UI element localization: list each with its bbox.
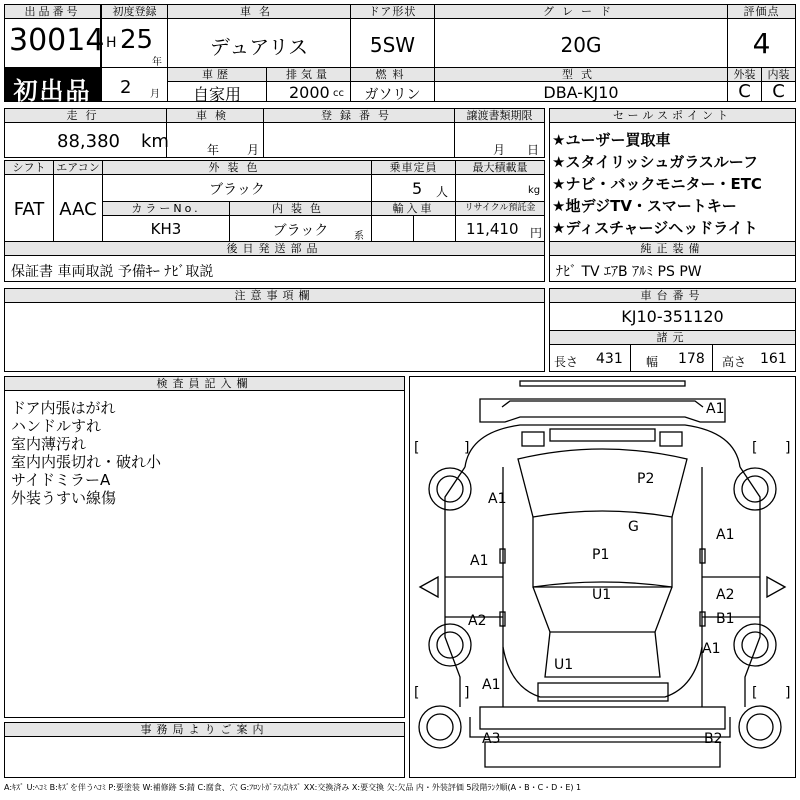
car-name-label: 車名 xyxy=(168,5,350,19)
damage-mark-left-rear: A1 xyxy=(482,677,501,693)
model-box xyxy=(434,67,728,102)
mileage-label: 走行 xyxy=(5,109,166,123)
sales-points-box xyxy=(549,108,796,242)
ext-grade-box xyxy=(727,67,762,102)
ext-color: ブラック xyxy=(209,182,265,198)
car-diagram xyxy=(409,376,796,778)
ac-label: エアコン xyxy=(54,161,102,175)
int-color-label: 内装色 xyxy=(230,202,371,216)
later-parts: 保証書 車両取説 予備ｷｰ ﾅﾋﾞ取説 xyxy=(11,264,214,280)
era: H xyxy=(106,35,117,51)
score-box xyxy=(727,4,796,68)
inspector-line: ハンドルすれ xyxy=(11,417,102,435)
height-label: 高さ xyxy=(722,355,747,369)
dimensions-label: 諸元 xyxy=(550,330,795,345)
capacity-box xyxy=(371,160,456,202)
inspection-month-unit: 月 xyxy=(247,143,260,157)
score-label: 評価点 xyxy=(728,5,795,19)
height: 161 xyxy=(760,351,787,367)
sales-point-item: ★スタイリッシュガラスルーフ xyxy=(552,153,759,171)
first-time-badge-text: 初出品 xyxy=(13,77,92,105)
damage-mark-right-rear: A1 xyxy=(702,641,721,657)
model: DBA-KJ10 xyxy=(543,83,619,102)
int-grade-label: 内装 xyxy=(762,68,795,82)
mileage: 88,380 xyxy=(57,131,120,152)
history-label: 車歴 xyxy=(168,68,266,82)
reg-number-label: 登録番号 xyxy=(264,109,454,123)
color-no-box xyxy=(102,201,230,242)
equipment: ﾅﾋﾞ TV ｴｱB ｱﾙﾐ PS PW xyxy=(556,264,702,280)
bracket-mark: [ xyxy=(752,440,758,456)
damage-mark-rear-left: A3 xyxy=(482,731,501,747)
chassis-number: KJ10-351120 xyxy=(621,307,724,326)
shift-label: シフト xyxy=(5,161,53,175)
import-box xyxy=(371,201,456,242)
load-box xyxy=(455,160,545,202)
inspector-box xyxy=(4,376,405,718)
int-color-unit: 系 xyxy=(354,231,364,242)
lot-number: 30014 xyxy=(9,23,105,58)
recycle-unit: 円 xyxy=(530,226,543,240)
inspector-line: サイドミラーA xyxy=(11,471,111,489)
displacement-label: 排気量 xyxy=(267,68,350,82)
damage-mark-left-door-front: A1 xyxy=(470,553,489,569)
ac-box xyxy=(53,160,103,242)
year-unit: 年 xyxy=(152,57,162,68)
door-type: 5SW xyxy=(369,33,416,57)
ext-color-box xyxy=(102,160,372,202)
equipment-box xyxy=(549,241,796,282)
ext-grade-label: 外装 xyxy=(728,68,761,82)
ext-grade: C xyxy=(738,81,751,102)
history: 自家用 xyxy=(192,85,241,104)
sales-point-item: ★地デジTV・スマートキー xyxy=(552,197,737,215)
notes-box xyxy=(4,288,545,372)
inspector-line: 外装うすい線傷 xyxy=(11,489,117,507)
damage-mark-right-door-rear-b: B1 xyxy=(716,611,735,627)
car-name-box xyxy=(167,4,351,68)
bracket-mark: ] xyxy=(464,685,470,701)
damage-mark-right-door-rear-a: A2 xyxy=(716,587,735,603)
inspection-box xyxy=(166,108,264,158)
inspector-line: 室内内張切れ・破れ小 xyxy=(11,453,162,471)
damage-mark-right-door-front: A1 xyxy=(716,527,735,543)
transfer-label: 譲渡書類期限 xyxy=(455,109,544,123)
legend: A:ｷｽﾞ U:ﾍｺﾐ B:ｷｽﾞを伴うﾍｺﾐ P:要塗装 W:補修跡 S:錆 C:腐食、穴 G:ﾌﾛﾝﾄｶﾞﾗｽ点ｷｽﾞ XX:交換済み X:要交換 欠:欠品 内・外装評価 5段階ﾗﾝｸ順(A・B・C・D・E) 1 xyxy=(4,783,582,792)
first-reg-label: 初度登録 xyxy=(102,5,167,19)
damage-mark-left-door-rear: A2 xyxy=(468,613,487,629)
office-label: 事務局よりご案内 xyxy=(5,723,404,737)
fuel-label: 燃料 xyxy=(351,68,434,82)
width-label: 幅 xyxy=(646,355,659,369)
ac: AAC xyxy=(59,199,97,220)
sales-point-item: ★ナビ・バックモニター・ETC xyxy=(552,175,762,193)
transfer-box xyxy=(454,108,545,158)
grade-box xyxy=(434,4,728,68)
car-outline xyxy=(410,377,795,777)
month-unit: 月 xyxy=(150,89,160,100)
history-box xyxy=(167,67,267,102)
damage-mark-seat: P1 xyxy=(592,547,610,563)
damage-mark-top-right: A1 xyxy=(706,401,725,417)
int-color-box xyxy=(229,201,372,242)
int-grade: C xyxy=(772,81,785,102)
displacement: 2000 xyxy=(289,83,330,102)
fuel: ガソリン xyxy=(364,87,421,103)
damage-mark-left-front: A1 xyxy=(488,491,507,507)
mileage-box xyxy=(4,108,167,158)
length: 431 xyxy=(596,351,623,367)
damage-mark-rear-right: B2 xyxy=(704,731,723,747)
bracket-mark: ] xyxy=(785,440,791,456)
bracket-mark: [ xyxy=(752,685,758,701)
displacement-unit: cc xyxy=(333,88,344,99)
reg-number-box xyxy=(263,108,455,158)
displacement-box xyxy=(266,67,351,102)
bracket-mark: ] xyxy=(785,685,791,701)
shift-box xyxy=(4,160,54,242)
load-label: 最大積載量 xyxy=(456,161,544,175)
model-label: 型式 xyxy=(435,68,727,82)
color-no-label: カラーNo. xyxy=(103,202,229,216)
car-name: デュアリス xyxy=(209,35,309,59)
damage-mark-roof: P2 xyxy=(637,471,655,487)
door-label: ドア形状 xyxy=(351,5,434,19)
damage-mark-cargo: U1 xyxy=(554,657,574,673)
door-box xyxy=(350,4,435,68)
sales-points-label: セールスポイント xyxy=(550,109,795,123)
inspection-label: 車検 xyxy=(167,109,263,123)
grade-label: グレード xyxy=(435,5,727,19)
later-parts-label: 後日発送部品 xyxy=(5,242,544,256)
int-grade-box xyxy=(761,67,796,102)
sales-point-item: ★ユーザー買取車 xyxy=(552,131,671,149)
lot-number-label: 出品番号 xyxy=(5,5,100,19)
mileage-unit: km xyxy=(141,131,169,152)
first-time-badge xyxy=(4,68,101,105)
capacity-unit: 人 xyxy=(436,185,449,199)
office-box xyxy=(4,722,405,778)
fuel-box xyxy=(350,67,435,102)
bracket-mark: ] xyxy=(464,440,470,456)
transfer-month-unit: 月 xyxy=(493,143,506,157)
damage-mark-glass: G xyxy=(628,519,639,535)
import-label: 輸入車 xyxy=(372,202,455,216)
chassis-label: 車台番号 xyxy=(550,289,795,303)
bracket-mark: [ xyxy=(414,685,420,701)
inspector-line: ドア内張はがれ xyxy=(11,399,116,417)
int-color: ブラック xyxy=(272,223,329,239)
equipment-label: 純正装備 xyxy=(550,242,795,256)
width: 178 xyxy=(678,351,705,367)
header-block xyxy=(4,4,796,105)
capacity: 5 xyxy=(412,179,423,198)
bracket-mark: [ xyxy=(414,440,420,456)
shift: FAT xyxy=(13,199,45,220)
inspector-label: 検査員記入欄 xyxy=(5,377,404,391)
first-reg-box xyxy=(101,4,168,102)
load-unit: kg xyxy=(528,185,541,196)
score: 4 xyxy=(752,27,771,60)
recycle-label: リサイクル預託金 xyxy=(456,202,544,216)
inspector-line: 室内薄汚れ xyxy=(11,435,87,453)
inspection-year-unit: 年 xyxy=(207,143,220,157)
damage-mark-floor: U1 xyxy=(592,587,612,603)
capacity-label: 乗車定員 xyxy=(372,161,455,175)
transfer-day-unit: 日 xyxy=(527,143,540,157)
sales-point-item: ★ディスチャージヘッドライト xyxy=(552,219,758,237)
reg-month: 2 xyxy=(120,77,132,98)
recycle: 11,410 xyxy=(466,220,519,238)
chassis-box xyxy=(549,288,796,372)
notes-label: 注意事項欄 xyxy=(5,289,544,303)
later-parts-box xyxy=(4,241,545,282)
color-no: KH3 xyxy=(150,220,182,238)
grade: 20G xyxy=(560,33,602,57)
ext-color-label: 外装色 xyxy=(103,161,371,175)
recycle-box xyxy=(455,201,545,242)
length-label: 長さ xyxy=(554,355,579,369)
lot-number-box xyxy=(4,4,105,68)
year: 25 xyxy=(120,25,154,55)
